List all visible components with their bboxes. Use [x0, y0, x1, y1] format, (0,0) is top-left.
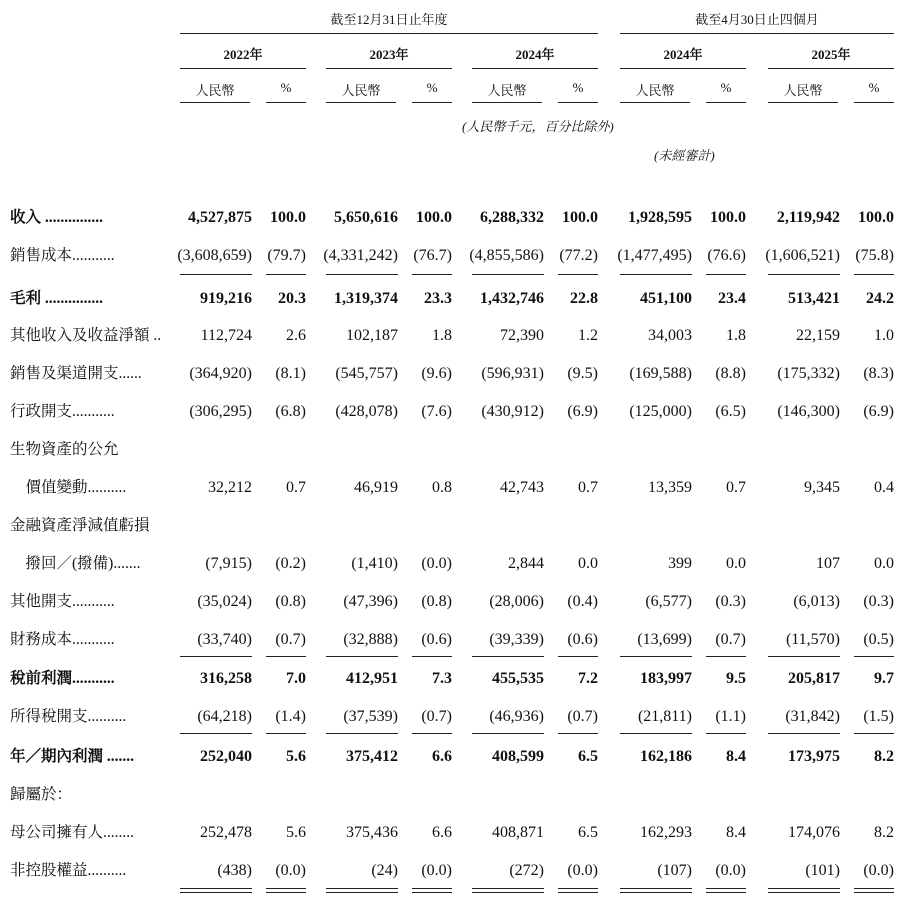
subtotal-rule [558, 274, 598, 275]
total-double-rule [706, 888, 746, 893]
subtotal-rule [768, 733, 840, 734]
cell-amount: (32,888) [343, 631, 398, 648]
total-double-rule [558, 888, 598, 893]
cell-amount: (545,757) [335, 365, 398, 382]
table-row [0, 665, 900, 693]
cell-percent: 100.0 [416, 209, 452, 226]
cell-amount: 46,919 [354, 479, 398, 496]
subtotal-rule [558, 656, 598, 657]
subtotal-rule [620, 733, 692, 734]
cell-percent: (0.7) [421, 708, 452, 725]
cell-amount: 1,319,374 [334, 290, 398, 307]
subtotal-rule [326, 656, 398, 657]
subtotal-rule [558, 733, 598, 734]
table-row [0, 360, 900, 388]
cell-percent: 0.4 [874, 479, 894, 496]
year-header: 2022年 [223, 47, 263, 62]
cell-percent: (0.4) [567, 593, 598, 610]
cell-percent: 8.4 [726, 824, 746, 841]
year-rule [768, 68, 894, 69]
cell-percent: (1.4) [275, 708, 306, 725]
cell-percent: (6.9) [567, 403, 598, 420]
row-label: 撥回／(撥備)....... [10, 555, 141, 572]
year-rule [180, 68, 306, 69]
cell-amount: 13,359 [648, 479, 692, 496]
cell-amount: 102,187 [346, 327, 398, 344]
cell-percent: (8.3) [863, 365, 894, 382]
cell-percent: (0.8) [421, 593, 452, 610]
subtotal-rule [180, 733, 252, 734]
year-rule [326, 68, 452, 69]
cell-percent: 0.0 [726, 555, 746, 572]
cell-amount: 252,040 [200, 748, 252, 765]
row-label: 行政開支........... [10, 403, 115, 420]
cell-amount: (13,699) [637, 631, 692, 648]
cell-amount: 34,003 [648, 327, 692, 344]
cell-amount: (6,577) [645, 593, 692, 610]
cell-percent: (0.0) [863, 862, 894, 879]
table-row [0, 819, 900, 847]
unaudited-note: (未經審計) [654, 148, 715, 163]
row-label: 銷售成本........... [10, 247, 115, 264]
cell-percent: 5.6 [286, 748, 306, 765]
cell-amount: 22,159 [796, 327, 840, 344]
cell-percent: 0.8 [432, 479, 452, 496]
cell-percent: (0.5) [863, 631, 894, 648]
col-rule [266, 102, 306, 103]
cell-percent: 2.6 [286, 327, 306, 344]
cell-amount: (438) [217, 862, 252, 879]
row-label: 稅前利潤........... [10, 670, 115, 687]
cell-percent: 23.3 [424, 290, 452, 307]
cell-percent: 100.0 [858, 209, 894, 226]
cell-amount: 1,928,595 [628, 209, 692, 226]
col-rule [472, 102, 542, 103]
cell-amount: (306,295) [189, 403, 252, 420]
cell-amount: (64,218) [197, 708, 252, 725]
cell-amount: (24) [371, 862, 398, 879]
cell-percent: (76.6) [707, 247, 746, 264]
row-label: 收入 ............... [10, 209, 104, 226]
subtotal-rule [180, 274, 252, 275]
col-header-rmb: 人民幣 [487, 83, 527, 98]
cell-percent: 0.0 [578, 555, 598, 572]
cell-amount: (7,915) [205, 555, 252, 572]
cell-amount: 5,650,616 [334, 209, 398, 226]
row-label: 其他收入及收益淨額 .. [10, 327, 162, 344]
year-rule [472, 68, 598, 69]
cell-percent: 8.2 [874, 748, 894, 765]
total-double-rule [854, 888, 894, 893]
cell-amount: 513,421 [788, 290, 840, 307]
row-label: 價值變動.......... [10, 479, 127, 496]
cell-percent: (0.8) [275, 593, 306, 610]
cell-percent: 1.2 [578, 327, 598, 344]
table-row [0, 398, 900, 426]
subtotal-rule [472, 733, 544, 734]
cell-amount: 162,293 [640, 824, 692, 841]
cell-amount: 9,345 [804, 479, 840, 496]
col-header-pct: % [572, 80, 584, 95]
row-label: 毛利 ............... [10, 290, 104, 307]
cell-amount: 6,288,332 [480, 209, 544, 226]
cell-percent: 24.2 [866, 290, 894, 307]
cell-amount: 375,436 [346, 824, 398, 841]
cell-percent: 8.2 [874, 824, 894, 841]
table-row [0, 550, 900, 578]
total-double-rule [768, 888, 840, 893]
cell-amount: 1,432,746 [480, 290, 544, 307]
cell-amount: 2,119,942 [776, 209, 840, 226]
cell-amount: (47,396) [343, 593, 398, 610]
subtotal-rule [854, 733, 894, 734]
cell-amount: 173,975 [788, 748, 840, 765]
cell-percent: 0.0 [874, 555, 894, 572]
col-header-pct: % [426, 80, 438, 95]
table-row [0, 436, 900, 464]
cell-percent: (6.9) [863, 403, 894, 420]
cell-percent: 1.8 [432, 327, 452, 344]
cell-percent: 23.4 [718, 290, 746, 307]
cell-percent: 1.8 [726, 327, 746, 344]
cell-percent: 22.8 [570, 290, 598, 307]
cell-percent: (0.2) [275, 555, 306, 572]
cell-amount: 183,997 [640, 670, 692, 687]
cell-amount: (596,931) [481, 365, 544, 382]
cell-amount: (11,570) [785, 631, 840, 648]
cell-amount: (125,000) [629, 403, 692, 420]
cell-amount: (1,606,521) [765, 247, 840, 264]
col-rule [180, 102, 250, 103]
row-label: 財務成本........... [10, 631, 115, 648]
col-header-pct: % [280, 80, 292, 95]
subtotal-rule [854, 274, 894, 275]
total-double-rule [180, 888, 252, 893]
cell-amount: 205,817 [788, 670, 840, 687]
cell-amount: 162,186 [640, 748, 692, 765]
col-rule [620, 102, 690, 103]
cell-amount: (4,331,242) [323, 247, 398, 264]
col-rule [854, 102, 894, 103]
cell-amount: (169,588) [629, 365, 692, 382]
year-header: 2023年 [369, 47, 409, 62]
cell-percent: (8.1) [275, 365, 306, 382]
cell-percent: (0.0) [275, 862, 306, 879]
row-label: 生物資產的公允 [10, 441, 119, 458]
col-header-pct: % [868, 80, 880, 95]
subtotal-rule [620, 274, 692, 275]
cell-amount: (28,006) [489, 593, 544, 610]
col-header-rmb: 人民幣 [635, 83, 675, 98]
cell-percent: 9.5 [726, 670, 746, 687]
subtotal-rule [620, 656, 692, 657]
cell-percent: 0.7 [578, 479, 598, 496]
cell-amount: (1,477,495) [617, 247, 692, 264]
cell-percent: (8.8) [715, 365, 746, 382]
cell-percent: (0.6) [421, 631, 452, 648]
subtotal-rule [706, 274, 746, 275]
cell-percent: (79.7) [267, 247, 306, 264]
table-row [0, 626, 900, 654]
cell-amount: 408,871 [492, 824, 544, 841]
cell-percent: (1.1) [715, 708, 746, 725]
subtotal-rule [412, 733, 452, 734]
cell-percent: (0.3) [715, 593, 746, 610]
subtotal-rule [472, 274, 544, 275]
total-double-rule [412, 888, 452, 893]
cell-percent: (0.6) [567, 631, 598, 648]
cell-amount: 408,599 [492, 748, 544, 765]
col-header-pct: % [720, 80, 732, 95]
cell-percent: 7.2 [578, 670, 598, 687]
cell-amount: 72,390 [500, 327, 544, 344]
cell-amount: (101) [805, 862, 840, 879]
cell-amount: 42,743 [500, 479, 544, 496]
cell-percent: 100.0 [562, 209, 598, 226]
cell-percent: (0.0) [421, 555, 452, 572]
subtotal-rule [266, 274, 306, 275]
cell-amount: 252,478 [200, 824, 252, 841]
subtotal-rule [266, 733, 306, 734]
cell-amount: 316,258 [200, 670, 252, 687]
col-header-rmb: 人民幣 [195, 83, 235, 98]
row-label: 歸屬於： [10, 786, 73, 803]
cell-amount: (3,608,659) [177, 247, 252, 264]
cell-amount: 451,100 [640, 290, 692, 307]
cell-amount: (1,410) [351, 555, 398, 572]
cell-percent: (0.7) [275, 631, 306, 648]
cell-amount: (46,936) [489, 708, 544, 725]
table-row [0, 474, 900, 502]
cell-percent: 6.5 [578, 824, 598, 841]
table-row [0, 781, 900, 809]
cell-percent: (76.7) [413, 247, 452, 264]
cell-amount: (364,920) [189, 365, 252, 382]
subtotal-rule [412, 274, 452, 275]
table-row [0, 512, 900, 540]
cell-amount: (31,842) [785, 708, 840, 725]
header-rule [620, 33, 894, 34]
cell-amount: (35,024) [197, 593, 252, 610]
cell-percent: (0.7) [715, 631, 746, 648]
cell-percent: 8.4 [726, 748, 746, 765]
cell-amount: (39,339) [489, 631, 544, 648]
subtotal-rule [326, 274, 398, 275]
subtotal-rule [768, 274, 840, 275]
cell-amount: 919,216 [200, 290, 252, 307]
table-row [0, 204, 900, 232]
cell-percent: (0.7) [567, 708, 598, 725]
table-row [0, 242, 900, 270]
table-row [0, 743, 900, 771]
cell-amount: (430,912) [481, 403, 544, 420]
table-row [0, 588, 900, 616]
group-title-year-ended: 截至12月31日止年度 [330, 12, 448, 27]
subtotal-rule [706, 656, 746, 657]
table-row [0, 857, 900, 885]
total-double-rule [620, 888, 692, 893]
cell-percent: 0.7 [286, 479, 306, 496]
cell-percent: (9.6) [421, 365, 452, 382]
cell-percent: (0.0) [421, 862, 452, 879]
cell-percent: (75.8) [855, 247, 894, 264]
cell-percent: (1.5) [863, 708, 894, 725]
cell-percent: 6.5 [578, 748, 598, 765]
cell-amount: (428,078) [335, 403, 398, 420]
row-label: 所得稅開支.......... [10, 708, 127, 725]
cell-percent: (6.8) [275, 403, 306, 420]
cell-amount: 32,212 [208, 479, 252, 496]
cell-amount: (21,811) [637, 708, 692, 725]
cell-amount: (272) [509, 862, 544, 879]
cell-amount: 412,951 [346, 670, 398, 687]
total-double-rule [472, 888, 544, 893]
cell-percent: 5.6 [286, 824, 306, 841]
table-row [0, 322, 900, 350]
subtotal-rule [326, 733, 398, 734]
cell-amount: (146,300) [777, 403, 840, 420]
cell-amount: (6,013) [793, 593, 840, 610]
col-rule [326, 102, 396, 103]
cell-percent: 20.3 [278, 290, 306, 307]
cell-percent: (9.5) [567, 365, 598, 382]
row-label: 年／期內利潤 ....... [10, 748, 135, 765]
row-label: 母公司擁有人........ [10, 824, 135, 841]
cell-amount: 107 [816, 555, 840, 572]
cell-percent: (0.3) [863, 593, 894, 610]
subtotal-rule [768, 656, 840, 657]
total-double-rule [266, 888, 306, 893]
cell-amount: (37,539) [343, 708, 398, 725]
cell-percent: 0.7 [726, 479, 746, 496]
year-rule [620, 68, 746, 69]
cell-amount: (33,740) [197, 631, 252, 648]
col-rule [768, 102, 838, 103]
unit-note: (人民幣千元，百分比除外) [462, 119, 614, 134]
subtotal-rule [180, 656, 252, 657]
cell-percent: (7.6) [421, 403, 452, 420]
row-label: 銷售及渠道開支...... [10, 365, 142, 382]
cell-percent: (0.0) [567, 862, 598, 879]
table-row [0, 703, 900, 731]
row-label: 非控股權益.......... [10, 862, 127, 879]
cell-amount: (107) [657, 862, 692, 879]
cell-percent: 100.0 [270, 209, 306, 226]
total-double-rule [326, 888, 398, 893]
year-header: 2025年 [811, 47, 851, 62]
cell-percent: 6.6 [432, 748, 452, 765]
cell-percent: 7.0 [286, 670, 306, 687]
row-label: 其他開支........... [10, 593, 115, 610]
cell-amount: 455,535 [492, 670, 544, 687]
col-rule [558, 102, 598, 103]
cell-amount: 375,412 [346, 748, 398, 765]
cell-amount: 4,527,875 [188, 209, 252, 226]
col-rule [706, 102, 746, 103]
cell-amount: 174,076 [788, 824, 840, 841]
cell-amount: (4,855,586) [469, 247, 544, 264]
cell-percent: (6.5) [715, 403, 746, 420]
cell-amount: (175,332) [777, 365, 840, 382]
cell-percent: 6.6 [432, 824, 452, 841]
cell-percent: 7.3 [432, 670, 452, 687]
header-rule [180, 33, 598, 34]
group-title-four-months: 截至4月30日止四個月 [695, 12, 819, 27]
cell-percent: 9.7 [874, 670, 894, 687]
subtotal-rule [412, 656, 452, 657]
cell-percent: (77.2) [559, 247, 598, 264]
cell-amount: 399 [668, 555, 692, 572]
subtotal-rule [854, 656, 894, 657]
row-label: 金融資產淨減值虧損 [10, 517, 150, 534]
col-rule [412, 102, 452, 103]
year-header: 2024年 [663, 47, 703, 62]
cell-percent: (0.0) [715, 862, 746, 879]
table-row [0, 285, 900, 313]
cell-amount: 2,844 [508, 555, 544, 572]
cell-amount: 112,724 [200, 327, 252, 344]
cell-percent: 1.0 [874, 327, 894, 344]
year-header: 2024年 [515, 47, 555, 62]
subtotal-rule [706, 733, 746, 734]
col-header-rmb: 人民幣 [341, 83, 381, 98]
subtotal-rule [472, 656, 544, 657]
cell-percent: 100.0 [710, 209, 746, 226]
col-header-rmb: 人民幣 [783, 83, 823, 98]
subtotal-rule [266, 656, 306, 657]
